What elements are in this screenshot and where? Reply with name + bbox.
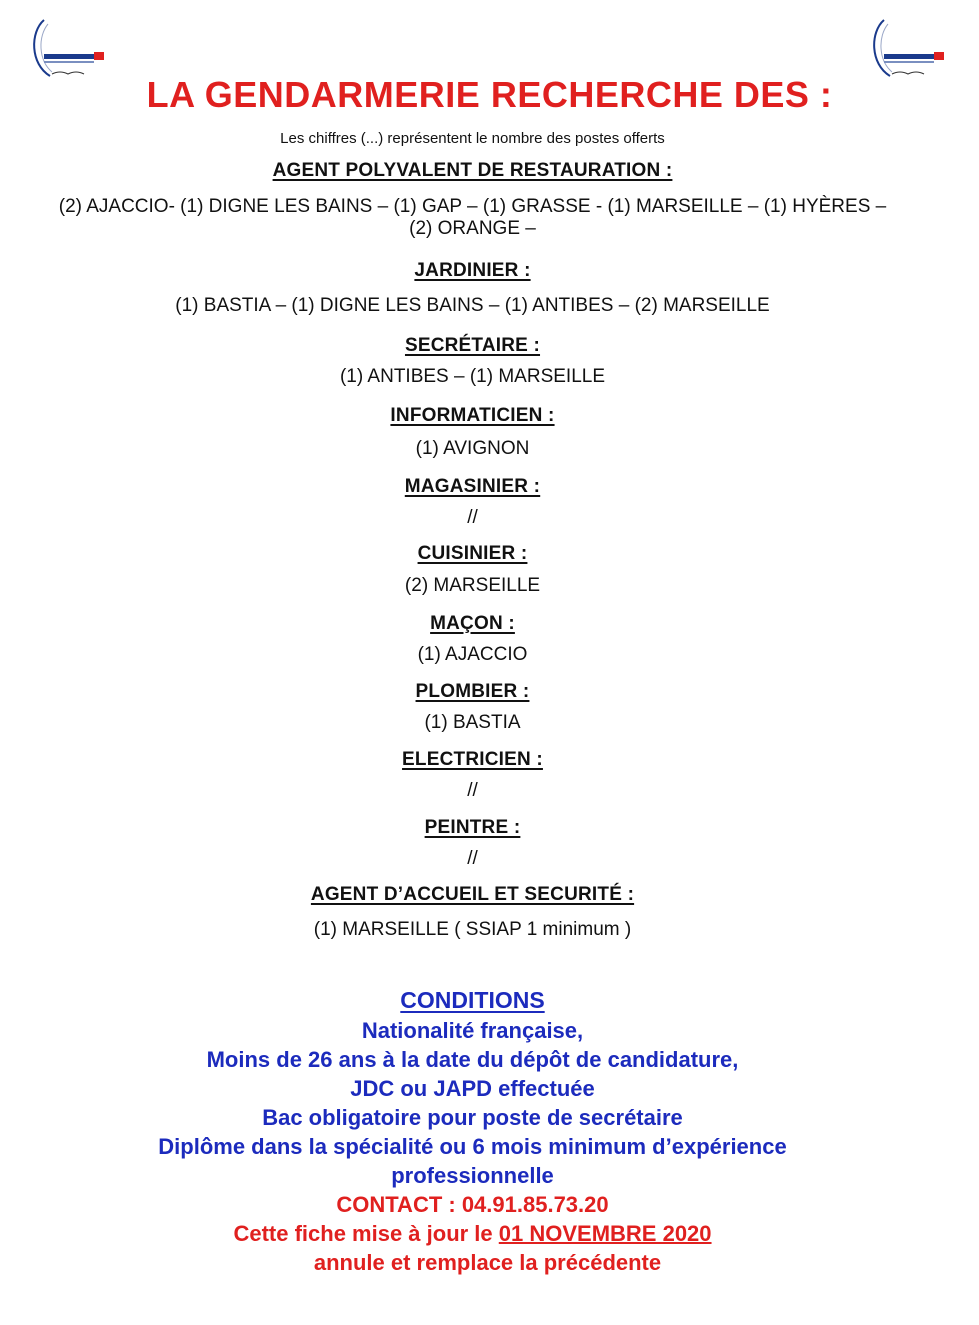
job-locations: // <box>467 507 478 528</box>
job-magasinier <box>0 476 945 529</box>
job-plombier <box>0 681 945 734</box>
job-locations: (2) AJACCIO- (1) DIGNE LES BAINS – (1) GAP – (1) GRASSE - (1) MARSEILLE – (1) HYÈRES – <box>58 196 887 217</box>
job-locations-continued: (2) ORANGE – <box>409 218 536 239</box>
job-title: JARDINIER : <box>414 260 531 281</box>
job-cuisinier <box>0 543 945 597</box>
update-prefix: Cette fiche mise à jour le <box>233 1221 499 1246</box>
job-title: MAGASINIER : <box>404 476 541 497</box>
conditions-title: CONDITIONS <box>400 987 545 1013</box>
job-list <box>0 160 945 941</box>
job-title: PLOMBIER : <box>415 681 530 702</box>
job-agent-accueil <box>0 884 945 941</box>
job-electricien <box>0 749 945 802</box>
job-title: AGENT D’ACCUEIL ET SECURITÉ : <box>310 884 635 905</box>
job-locations: // <box>467 848 478 869</box>
condition-line: Diplôme dans la spécialité ou 6 mois minimum d’expérience <box>158 1134 787 1159</box>
job-title: ELECTRICIEN : <box>402 749 543 770</box>
job-locations: (2) MARSEILLE <box>404 575 541 596</box>
job-title: MAÇON : <box>430 613 515 634</box>
job-title: INFORMATICIEN : <box>390 405 555 426</box>
job-secretaire <box>0 335 945 388</box>
job-locations: (1) MARSEILLE ( SSIAP 1 minimum ) <box>313 919 632 940</box>
job-locations: (1) AJACCIO <box>417 644 528 665</box>
job-agent-polyvalent <box>0 160 945 240</box>
job-title: AGENT POLYVALENT DE RESTAURATION : <box>272 160 673 181</box>
condition-line: Bac obligatoire pour poste de secrétaire <box>262 1105 683 1130</box>
update-suffix: annule et remplace la précédente <box>313 1250 662 1275</box>
condition-line: JDC ou JAPD effectuée <box>350 1076 595 1101</box>
job-locations: (1) BASTIA – (1) DIGNE LES BAINS – (1) ANTIBES – (2) MARSEILLE <box>175 295 770 316</box>
job-title: CUISINIER : <box>417 543 528 564</box>
conditions-section <box>0 985 945 1277</box>
contact-line: CONTACT : 04.91.85.73.20 <box>336 1192 609 1217</box>
job-title: SECRÉTAIRE : <box>404 335 541 356</box>
job-peintre <box>0 817 945 870</box>
job-jardinier <box>0 260 945 317</box>
job-locations: (1) ANTIBES – (1) MARSEILLE <box>339 366 606 387</box>
update-date: 01 NOVEMBRE 2020 <box>498 1221 712 1246</box>
job-title: PEINTRE : <box>424 817 521 838</box>
condition-line: Nationalité française, <box>361 1018 584 1043</box>
page-subtitle: Les chiffres (...) représentent le nombre des postes offerts <box>280 130 665 147</box>
condition-line: Moins de 26 ans à la date du dépôt de candidature, <box>206 1047 739 1072</box>
job-locations: // <box>467 780 478 801</box>
job-macon <box>0 613 945 666</box>
job-informaticien <box>0 405 945 460</box>
update-line <box>0 1219 945 1248</box>
job-locations: (1) AVIGNON <box>415 438 530 459</box>
page-title: LA GENDARMERIE RECHERCHE DES : <box>146 74 833 115</box>
condition-line: professionnelle <box>391 1163 554 1188</box>
job-locations: (1) BASTIA <box>424 712 521 733</box>
